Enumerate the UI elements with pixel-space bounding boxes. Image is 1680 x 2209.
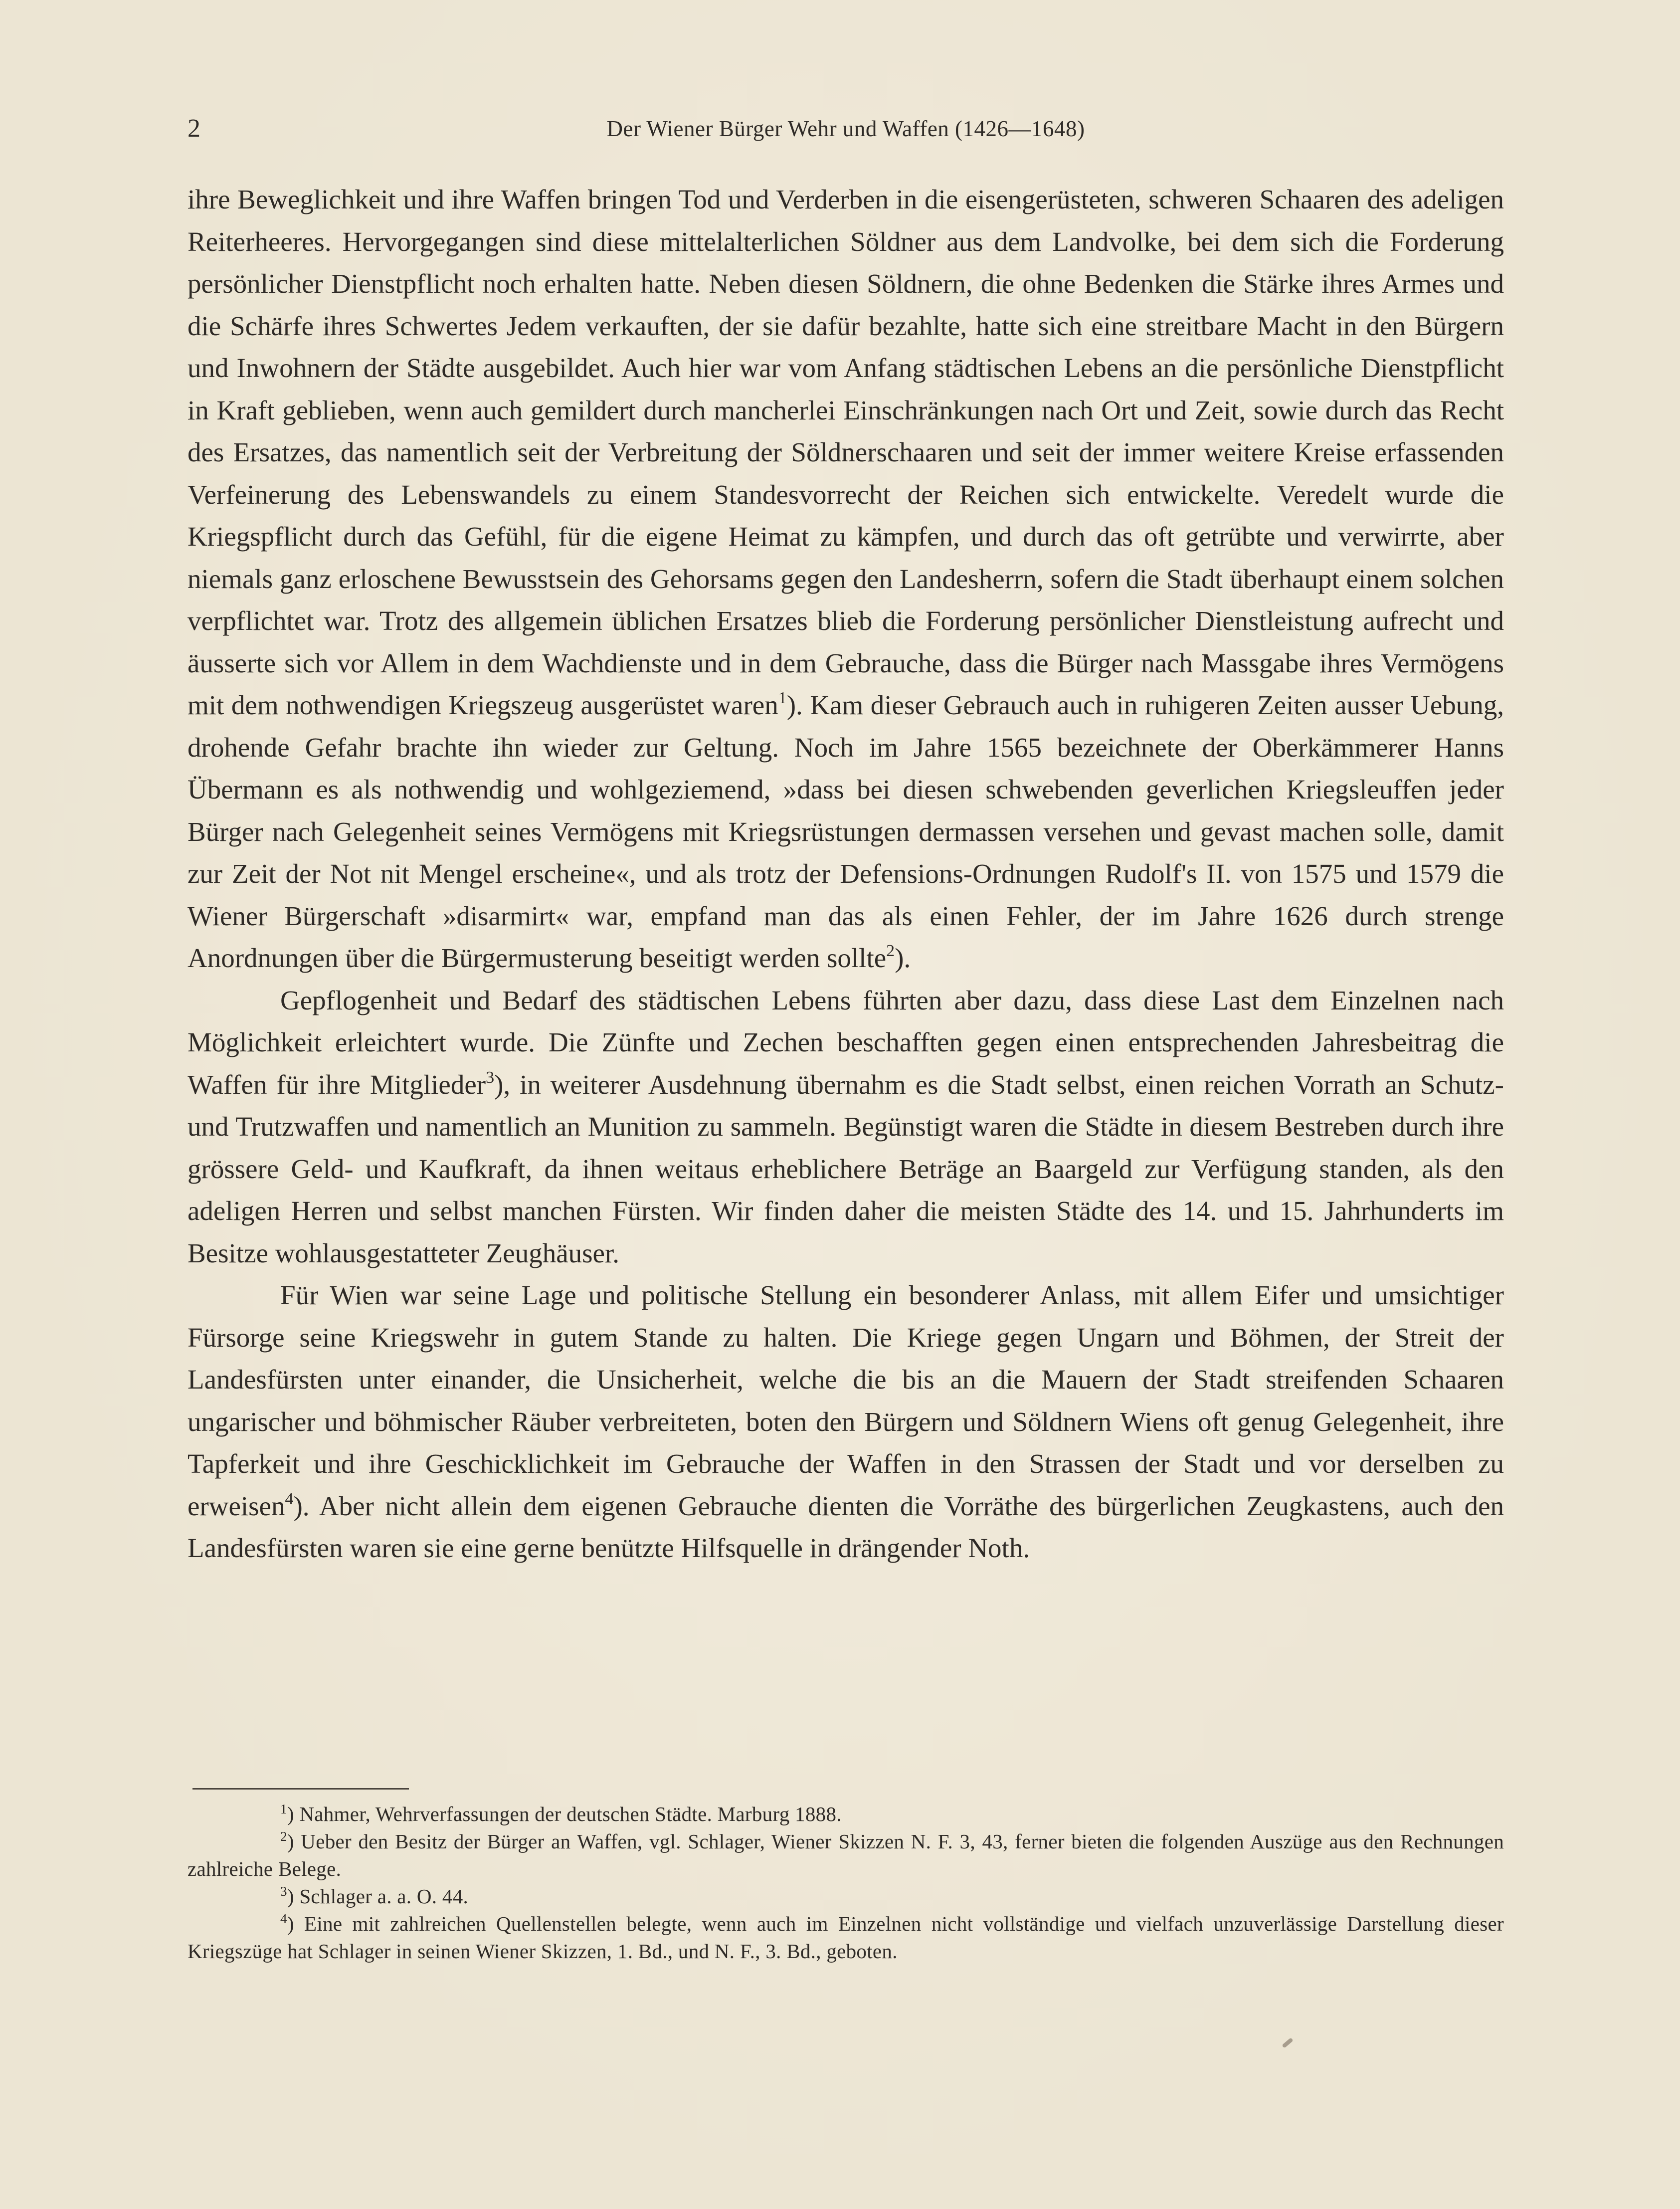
page-number: 2 bbox=[187, 114, 200, 143]
paper-speck bbox=[1282, 2037, 1294, 2048]
footnote-reference: 4 bbox=[285, 1489, 294, 1508]
footnote-number: 3 bbox=[280, 1884, 287, 1899]
paragraph-1 bbox=[187, 179, 1504, 980]
footnote-2 bbox=[187, 1828, 1504, 1883]
footnote-text: ) Eine mit zahlreichen Quellenstellen belegte, wenn auch im Einzelnen nicht vollständige und vielfach unzuverlässige Darstellung dieser Kriegszüge hat Schlager in seinen Wiener Skizzen, 1. Bd., und N. F., 3. Bd., geboten. bbox=[187, 1912, 1504, 1963]
footnote-number: 4 bbox=[280, 1911, 287, 1926]
paragraph-text: ), in weiterer Ausdehnung übernahm es die Stadt selbst, einen reichen Vorrath an Schutz- und Trutzwaffen und namentlich an Munition zu sammeln. Begünstigt waren die Städte in diesem Bestreben durch ihre grössere Geld- und Kaufkraft, da ihnen weitaus erheblichere Beträge an Baargeld zur Verfügung standen, als den adeligen Herren und selbst manchen Fürsten. Wir finden daher die meisten Städte des 14. und 15. Jahrhunderts im Besitze wohlausgestatteter Zeughäuser. bbox=[187, 1069, 1504, 1268]
running-title: Der Wiener Bürger Wehr und Waffen (1426—1648) bbox=[606, 116, 1085, 141]
footnote-number: 2 bbox=[280, 1829, 287, 1844]
page-header bbox=[187, 111, 1504, 147]
footnote-4 bbox=[187, 1910, 1504, 1965]
paragraph-text: ). Kam dieser Gebrauch auch in ruhigeren Zeiten ausser Uebung, drohende Gefahr brachte ihn wieder zur Geltung. Noch im Jahre 1565 bezeichnete der Oberkämmerer Hanns Übermann es als nothwendig und wohlgeziemend, »dass bei diesen schwebenden geverlichen Kriegsleuffen jeder Bürger nach Gelegenheit seines Vermögens mit Kriegsrüstungen dermassen versehen und gevast machen solle, damit zur Zeit der Not nit Mengel erscheine«, und als trotz der Defensions-Ordnungen Rudolf's II. von 1575 und 1579 die Wiener Bürgerschaft »disarmirt« war, empfand man das als einen Fehler, der im Jahre 1626 durch strenge Anordnungen über die Bürgermusterung beseitigt werden sollte bbox=[187, 690, 1504, 973]
paragraph-text: ihre Beweglichkeit und ihre Waffen bringen Tod und Verderben in die eisengerüsteten, schweren Schaaren des adeligen Reiterheeres. Hervorgegangen sind diese mittelalterlichen Söldner aus dem Landvolke, bei dem sich die Forderung persönlicher Dienstpflicht noch erhalten hatte. Neben diesen Söldnern, die ohne Bedenken die Stärke ihres Armes und die Schärfe ihres Schwertes Jedem verkauften, der sie dafür bezahlte, hatte sich eine streitbare Macht in den Bürgern und Inwohnern der Städte ausgebildet. Auch hier war vom Anfang städtischen Lebens an die persönliche Dienstpflicht in Kraft geblieben, wenn auch gemildert durch mancherlei Einschränkungen nach Ort und Zeit, sowie durch das Recht des Ersatzes, das namentlich seit der Verbreitung der Söldnerschaaren und seit der immer weitere Kreise erfassenden Verfeinerung des Lebenswandels zu einem Standesvorrecht der Reichen sich entwickelte. Veredelt wurde die Kriegspflicht durch das Gefühl, für die eigene Heimat zu kämpfen, und durch das oft getrübte und verwirrte, aber niemals ganz erloschene Bewusstsein des Gehorsams gegen den Landesherrn, sofern die Stadt überhaupt einem solchen verpflichtet war. Trotz des allgemein üblichen Ersatzes blieb die Forderung persönlicher Dienstleistung aufrecht und äusserte sich vor Allem in dem Wachdienste und in dem Gebrauche, dass die Bürger nach Massgabe ihres Vermögens mit dem nothwendigen Kriegszeug ausgerüstet waren bbox=[187, 184, 1504, 720]
footnote-reference: 3 bbox=[486, 1068, 495, 1087]
paragraph-text: Für Wien war seine Lage und politische Stellung ein besonderer Anlass, mit allem Eifer und umsichtiger Fürsorge seine Kriegswehr in gutem Stande zu halten. Die Kriege gegen Ungarn und Böhmen, der Streit der Landesfürsten unter einander, die Unsicherheit, welche die bis an die Mauern der Stadt streifenden Schaaren ungarischer und böhmischer Räuber verbreiteten, boten den Bürgern und Söldnern Wiens oft genug Gelegenheit, ihre Tapferkeit und ihre Geschicklichkeit im Gebrauche der Waffen in den Strassen der Stadt und vor derselben zu erweisen bbox=[187, 1280, 1504, 1521]
paragraph-3 bbox=[187, 1274, 1504, 1570]
paragraph-text: Gepflogenheit und Bedarf des städtischen Lebens führten aber dazu, dass diese Last dem Einzelnen nach Möglichkeit erleichtert wurde. Die Zünfte und Zechen beschafften gegen einen entsprechenden Jahresbeitrag die Waffen für ihre Mitglieder bbox=[187, 985, 1504, 1100]
footnote-reference: 1 bbox=[778, 689, 787, 707]
footnote-1 bbox=[187, 1801, 1504, 1828]
paragraph-text: ). Aber nicht allein dem eigenen Gebrauche dienten die Vorräthe des bürgerlichen Zeugkastens, auch den Landesfürsten waren sie eine gerne benützte Hilfsquelle in drängender Noth. bbox=[187, 1490, 1504, 1563]
footnote-3 bbox=[187, 1883, 1504, 1910]
body-text bbox=[187, 179, 1504, 1570]
footnote-number: 1 bbox=[280, 1802, 287, 1816]
footnotes bbox=[187, 1801, 1504, 1965]
footnote-text: ) Ueber den Besitz der Bürger an Waffen, vgl. Schlager, Wiener Skizzen N. F. 3, 43, ferner bieten die folgenden Auszüge aus den Rechnungen zahlreiche Belege. bbox=[187, 1830, 1504, 1880]
paragraph-2 bbox=[187, 980, 1504, 1275]
footnote-text: ) Schlager a. a. O. 44. bbox=[287, 1885, 469, 1908]
paragraph-text: ). bbox=[895, 943, 911, 973]
footnote-divider bbox=[192, 1788, 409, 1790]
footnote-reference: 2 bbox=[886, 942, 895, 960]
footnote-text: ) Nahmer, Wehrverfassungen der deutschen Städte. Marburg 1888. bbox=[287, 1803, 842, 1825]
